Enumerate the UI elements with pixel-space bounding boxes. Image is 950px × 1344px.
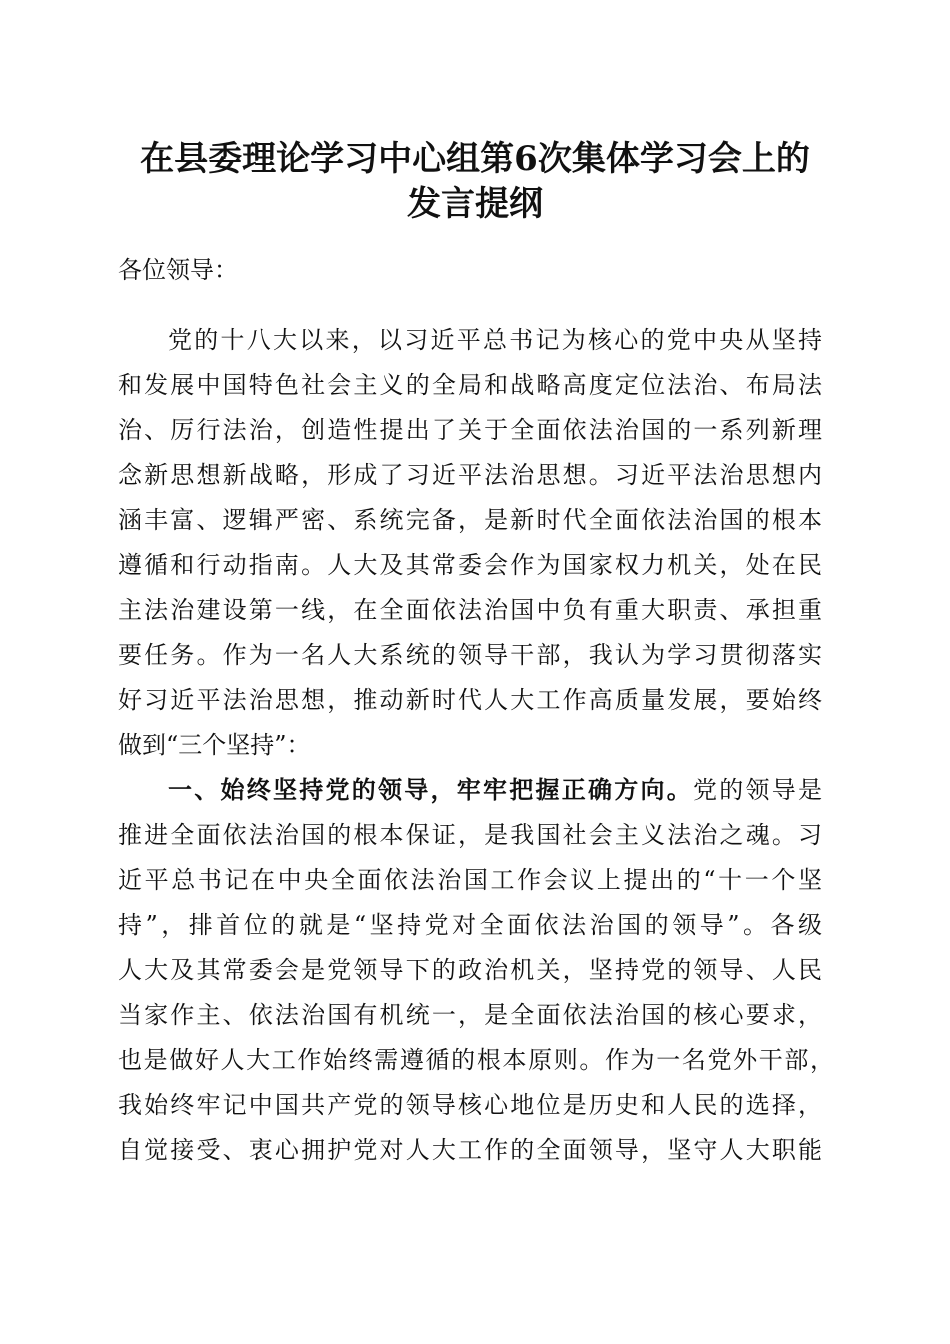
- text-line: 我始终牢记中国共产党的领导核心地位是历史和人民的选择，: [118, 1091, 822, 1119]
- text-line: 和发展中国特色社会主义的全局和战略高度定位法治、布局法: [118, 371, 822, 399]
- document-title-line-1: 在县委理论学习中心组第6次集体学习会上的: [140, 139, 810, 179]
- document-title-line-2: 发言提纲: [407, 184, 543, 224]
- text-line: 当家作主、依法治国有机统一，是全面依法治国的核心要求，: [118, 1001, 822, 1029]
- text-line: 做到“三个坚持”：: [118, 731, 311, 759]
- text-line: 遵循和行动指南。人大及其常委会作为国家权力机关，处在民: [118, 551, 822, 579]
- text-line: 近平总书记在中央全面依法治国工作会议上提出的“十一个坚: [118, 866, 822, 894]
- greeting: 各位领导：: [118, 256, 238, 284]
- text-span: 党的领导是: [693, 776, 822, 804]
- text-line: 自觉接受、衷心拥护党对人大工作的全面领导，坚守人大职能: [118, 1136, 822, 1164]
- text-line: 也是做好人大工作始终需遵循的根本原则。作为一名党外干部，: [118, 1046, 834, 1074]
- text-line: 要任务。作为一名人大系统的领导干部，我认为学习贯彻落实: [118, 641, 822, 669]
- text-line: 主法治建设第一线，在全面依法治国中负有重大职责、承担重: [118, 596, 822, 624]
- text-line: 人大及其常委会是党领导下的政治机关，坚持党的领导、人民: [118, 956, 822, 984]
- text-line: 党的十八大以来，以习近平总书记为核心的党中央从坚持: [168, 326, 822, 354]
- text-line: 念新思想新战略，形成了习近平法治思想。习近平法治思想内: [118, 461, 822, 489]
- section-heading-line: [168, 775, 822, 805]
- section-heading: 一、始终坚持党的领导，牢牢把握正确方向。: [168, 775, 693, 804]
- text-line: 好习近平法治思想，推动新时代人大工作高质量发展，要始终: [118, 686, 822, 714]
- text-line: 持”，排首位的就是“坚持党对全面依法治国的领导”。各级: [118, 911, 822, 939]
- text-line: 推进全面依法治国的根本保证，是我国社会主义法治之魂。习: [118, 821, 822, 849]
- text-line: 治、厉行法治，创造性提出了关于全面依法治国的一系列新理: [118, 416, 822, 444]
- text-line: 涵丰富、逻辑严密、系统完备，是新时代全面依法治国的根本: [118, 506, 822, 534]
